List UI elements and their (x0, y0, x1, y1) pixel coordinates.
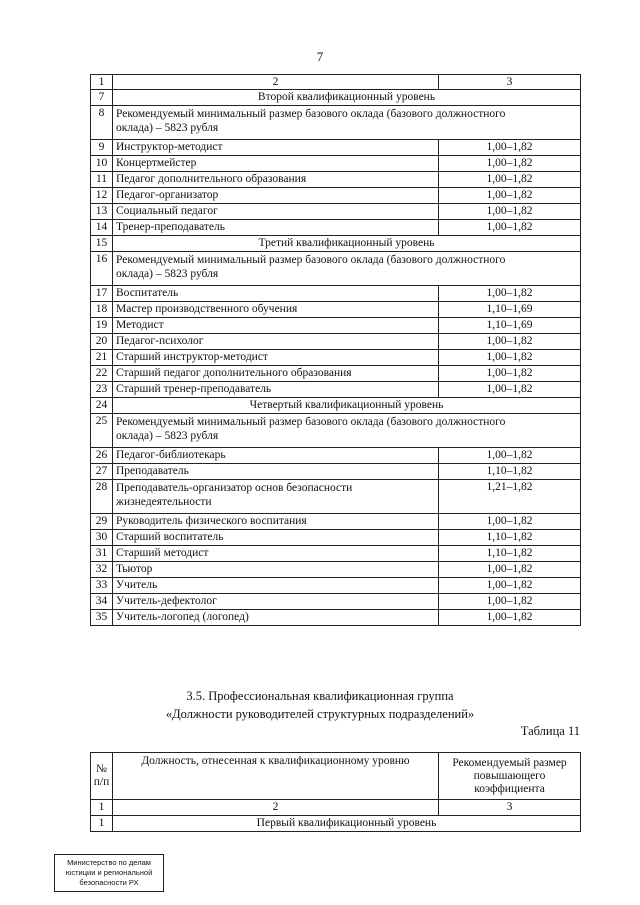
position-name: Концертмейстер (113, 156, 439, 172)
group-title: Первый квалификационный уровень (113, 816, 581, 832)
column-index: 3 (439, 75, 581, 90)
row-number: 29 (91, 514, 113, 530)
position-name: Старший методист (113, 546, 439, 562)
position-name-line: Преподаватель-организатор основ безопасности (116, 482, 353, 494)
coefficient-value: 1,10–1,82 (439, 546, 581, 562)
header-number-line: п/п (93, 776, 110, 788)
header-coefficient (439, 753, 581, 800)
table-row (91, 562, 581, 578)
position-name: Педагог-организатор (113, 188, 439, 204)
row-number: 20 (91, 334, 113, 350)
qualification-table (90, 74, 581, 626)
row-number: 25 (91, 414, 113, 448)
position-name (113, 480, 439, 514)
group-title: Четвертый квалификационный уровень (113, 398, 581, 414)
table-row (91, 448, 581, 464)
row-number: 16 (91, 252, 113, 286)
header-coefficient-line: повышающего (473, 769, 546, 782)
salary-note-line: Рекомендуемый минимальный размер базового оклада (базового должностного (116, 416, 506, 428)
table-row (91, 350, 581, 366)
table-row (91, 594, 581, 610)
row-number: 10 (91, 156, 113, 172)
stamp-line: юстиции и региональной (65, 868, 153, 877)
row-number: 26 (91, 448, 113, 464)
salary-note-row (91, 252, 581, 286)
position-name: Тьютор (113, 562, 439, 578)
position-name: Старший педагог дополнительного образования (113, 366, 439, 382)
coefficient-value: 1,00–1,82 (439, 448, 581, 464)
coefficient-value: 1,00–1,82 (439, 382, 581, 398)
position-name: Педагог дополнительного образования (113, 172, 439, 188)
stamp-line: безопасности РХ (79, 878, 139, 887)
coefficient-value: 1,00–1,82 (439, 578, 581, 594)
table-row (91, 302, 581, 318)
position-name: Преподаватель (113, 464, 439, 480)
header-coefficient-line: Рекомендуемый размер (452, 756, 567, 769)
table-header-row (91, 753, 581, 800)
table-row (91, 334, 581, 350)
group-row (91, 398, 581, 414)
row-number: 11 (91, 172, 113, 188)
table-row (91, 578, 581, 594)
row-number: 8 (91, 106, 113, 140)
table-header-row (91, 75, 581, 90)
table-row (91, 610, 581, 626)
header-coefficient-line: коэффициента (474, 782, 545, 795)
table-row (91, 286, 581, 302)
table-row (91, 172, 581, 188)
row-number: 13 (91, 204, 113, 220)
header-number (91, 753, 113, 800)
table-row (91, 480, 581, 514)
page-number: 7 (316, 49, 324, 64)
coefficient-value: 1,00–1,82 (439, 366, 581, 382)
table-row (91, 546, 581, 562)
row-number: 28 (91, 480, 113, 514)
position-name: Старший инструктор-методист (113, 350, 439, 366)
table-row (91, 464, 581, 480)
position-name: Тренер-преподаватель (113, 220, 439, 236)
row-number: 30 (91, 530, 113, 546)
table-row (91, 156, 581, 172)
coefficient-value: 1,00–1,82 (439, 156, 581, 172)
position-name: Педагог-психолог (113, 334, 439, 350)
row-number: 18 (91, 302, 113, 318)
coefficient-value: 1,00–1,82 (439, 562, 581, 578)
coefficient-value: 1,00–1,82 (439, 334, 581, 350)
coefficient-value: 1,21–1,82 (439, 480, 581, 514)
column-index: 2 (113, 800, 439, 816)
column-index: 1 (91, 75, 113, 90)
position-name: Методист (113, 318, 439, 334)
row-number: 31 (91, 546, 113, 562)
section-title: 3.5. Профессиональная квалификационная группа (186, 689, 454, 703)
coefficient-value: 1,10–1,69 (439, 302, 581, 318)
row-number: 9 (91, 140, 113, 156)
position-name: Старший тренер-преподаватель (113, 382, 439, 398)
table-row (91, 382, 581, 398)
row-number: 1 (91, 816, 113, 832)
salary-note-row (91, 106, 581, 140)
table-row (91, 220, 581, 236)
row-number: 24 (91, 398, 113, 414)
salary-note (113, 414, 581, 448)
group-row (91, 90, 581, 106)
coefficient-value: 1,00–1,82 (439, 204, 581, 220)
row-number: 23 (91, 382, 113, 398)
position-name: Руководитель физического воспитания (113, 514, 439, 530)
group-row (91, 816, 581, 832)
row-number: 34 (91, 594, 113, 610)
table-row (91, 514, 581, 530)
row-number: 27 (91, 464, 113, 480)
coefficient-value: 1,00–1,82 (439, 594, 581, 610)
header-number-line: № (96, 763, 107, 775)
coefficient-value: 1,00–1,82 (439, 220, 581, 236)
table-row (91, 366, 581, 382)
table-row (91, 318, 581, 334)
salary-note-line: Рекомендуемый минимальный размер базового оклада (базового должностного (116, 254, 506, 266)
row-number: 15 (91, 236, 113, 252)
column-index: 3 (439, 800, 581, 816)
position-name: Социальный педагог (113, 204, 439, 220)
salary-note (113, 252, 581, 286)
row-number: 19 (91, 318, 113, 334)
position-name: Учитель-дефектолог (113, 594, 439, 610)
row-number: 17 (91, 286, 113, 302)
row-number: 7 (91, 90, 113, 106)
coefficient-value: 1,00–1,82 (439, 610, 581, 626)
salary-note-row (91, 414, 581, 448)
coefficient-value: 1,10–1,82 (439, 530, 581, 546)
coefficient-value: 1,00–1,82 (439, 350, 581, 366)
position-name: Инструктор-методист (113, 140, 439, 156)
group-row (91, 236, 581, 252)
table-index-row (91, 800, 581, 816)
table-row (91, 204, 581, 220)
table-11 (90, 752, 581, 832)
table-label: Таблица 11 (520, 724, 580, 738)
coefficient-value: 1,00–1,82 (439, 514, 581, 530)
header-position: Должность, отнесенная к квалификационному уровню (113, 753, 439, 800)
row-number: 35 (91, 610, 113, 626)
column-index: 2 (113, 75, 439, 90)
position-name: Учитель (113, 578, 439, 594)
coefficient-value: 1,10–1,82 (439, 464, 581, 480)
row-number: 14 (91, 220, 113, 236)
table-row (91, 530, 581, 546)
salary-note-line: оклада) – 5823 рубля (116, 122, 219, 134)
position-name: Учитель-логопед (логопед) (113, 610, 439, 626)
coefficient-value: 1,00–1,82 (439, 140, 581, 156)
salary-note (113, 106, 581, 140)
group-title: Третий квалификационный уровень (113, 236, 581, 252)
table-row (91, 188, 581, 204)
salary-note-line: Рекомендуемый минимальный размер базового оклада (базового должностного (116, 108, 506, 120)
section-subtitle: «Должности руководителей структурных подразделений» (165, 707, 475, 721)
coefficient-value: 1,00–1,82 (439, 172, 581, 188)
coefficient-value: 1,10–1,69 (439, 318, 581, 334)
group-title: Второй квалификационный уровень (113, 90, 581, 106)
position-name: Педагог-библиотекарь (113, 448, 439, 464)
row-number: 12 (91, 188, 113, 204)
salary-note-line: оклада) – 5823 рубля (116, 430, 219, 442)
column-index: 1 (91, 800, 113, 816)
row-number: 22 (91, 366, 113, 382)
salary-note-line: оклада) – 5823 рубля (116, 268, 219, 280)
position-name: Воспитатель (113, 286, 439, 302)
position-name: Мастер производственного обучения (113, 302, 439, 318)
coefficient-value: 1,00–1,82 (439, 188, 581, 204)
coefficient-value: 1,00–1,82 (439, 286, 581, 302)
row-number: 21 (91, 350, 113, 366)
position-name: Старший воспитатель (113, 530, 439, 546)
stamp-line: Министерство по делам (67, 858, 151, 867)
position-name-line: жизнедеятельности (116, 496, 212, 508)
row-number: 33 (91, 578, 113, 594)
table-row (91, 140, 581, 156)
ministry-stamp (54, 854, 164, 892)
row-number: 32 (91, 562, 113, 578)
